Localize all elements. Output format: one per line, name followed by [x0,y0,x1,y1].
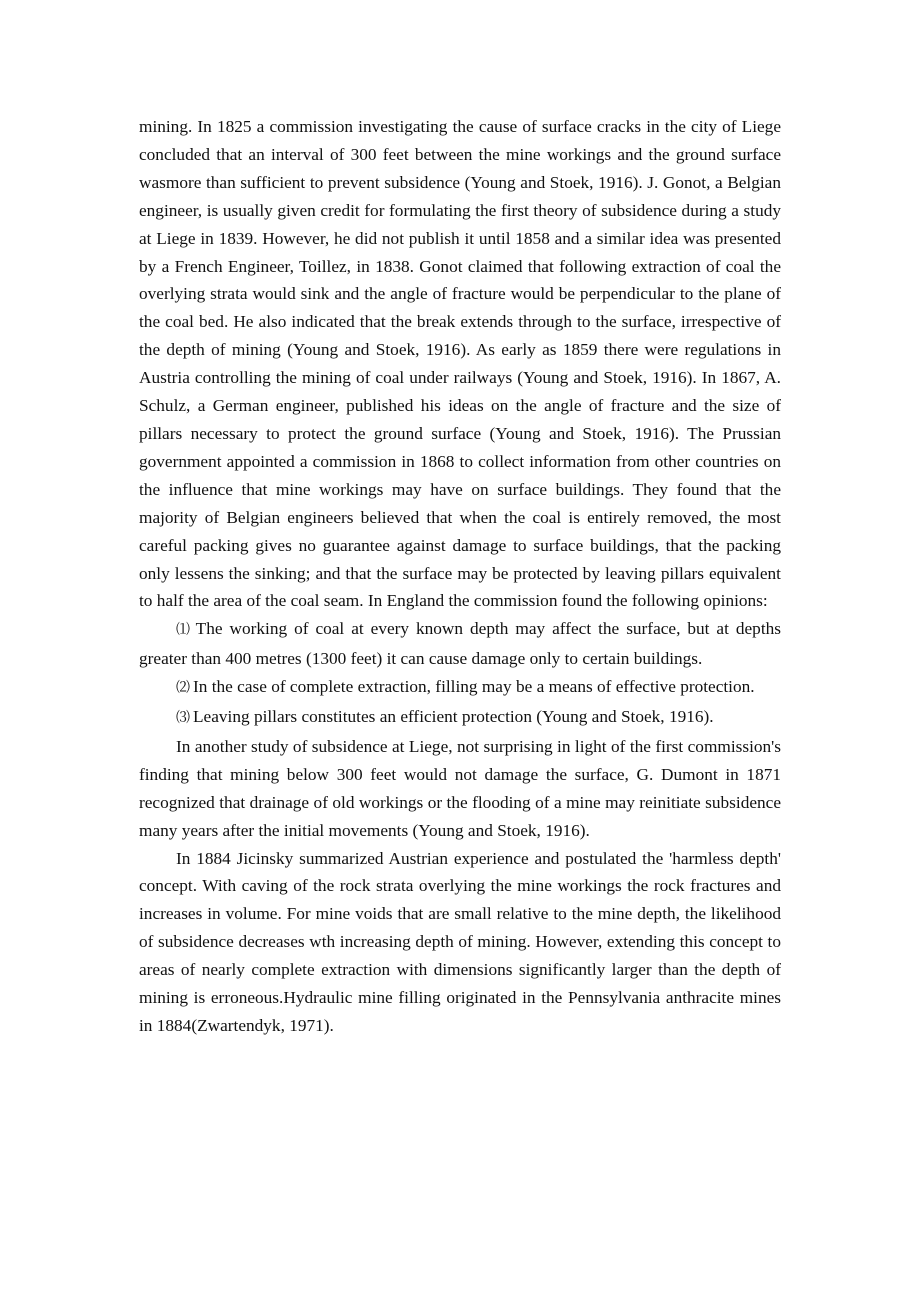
list-item-3-text: Leaving pillars constitutes an efficient protection (Young and Stoek, 1916). [193,707,714,727]
list-item-2-text: In the case of complete extraction, filling may be a means of effective protection. [193,677,755,697]
list-item-1 [139,615,781,673]
list-marker-3: ⑶ [176,711,190,727]
paragraph-dumont: In another study of subsidence at Liege, not surprising in light of the first commission's finding that mining below 300 feet would not damage the surface, G. Dumont in 1871 recognized that drainage of old workings or the flooding of a mine may reinitiate subsidence many years after the initial movements (Young and Stoek, 1916). [139,736,781,840]
list-item-3 [139,703,781,733]
list-item-2 [139,673,781,703]
list-marker-1: ⑴ [176,623,193,639]
list-marker-2: ⑵ [176,681,190,697]
paragraph-jicinsky: In 1884 Jicinsky summarized Austrian experience and postulated the 'harmless depth' concept. With caving of the rock strata overlying the mine workings the rock fractures and increases in volume. For mine voids that are small relative to the mine depth, the likelihood of subsidence decreases wth increasing depth of mining. However, extending this concept to areas of nearly complete extraction with dimensions significantly larger than the depth of mining is erroneous.Hydraulic mine filling originated in the Pennsylvania anthracite mines in 1884(Zwartendyk, 1971). [139,848,781,1035]
list-item-1-text: The working of coal at every known depth may affect the surface, but at depths greater than 400 metres (1300 feet) it can cause damage only to certain buildings. [139,619,781,669]
paragraph-continuation: mining. In 1825 a commission investigating the cause of surface cracks in the city of Liege concluded that an interval of 300 feet between the mine workings and the ground surface wasmore than sufficient to prevent subsidence (Young and Stoek, 1916). J. Gonot, a Belgian engineer, is usually given credit for formulating the first theory of subsidence during a study at Liege in 1839. However, he did not publish it until 1858 and a similar idea was presented by a French Engineer, Toillez, in 1838. Gonot claimed that following extraction of coal the overlying strata would sink and the angle of fracture would be perpendicular to the plane of the coal bed. He also indicated that the break extends through to the surface, irrespective of the depth of mining (Young and Stoek, 1916). As early as 1859 there were regulations in Austria controlling the mining of coal under railways (Young and Stoek, 1916). In 1867, A. Schulz, a German engineer, published his ideas on the angle of fracture and the size of pillars necessary to protect the ground surface (Young and Stoek, 1916). The Prussian government appointed a commission in 1868 to collect information from other countries on the influence that mine workings may have on surface buildings. They found that the majority of Belgian engineers believed that when the coal is entirely removed, the most careful packing gives no guarantee against damage to surface buildings, that the packing only lessens the sinking; and that the surface may be protected by leaving pillars equivalent to half the area of the coal seam. In England the commission found the following opinions: [139,117,781,611]
document-page [139,113,781,1040]
